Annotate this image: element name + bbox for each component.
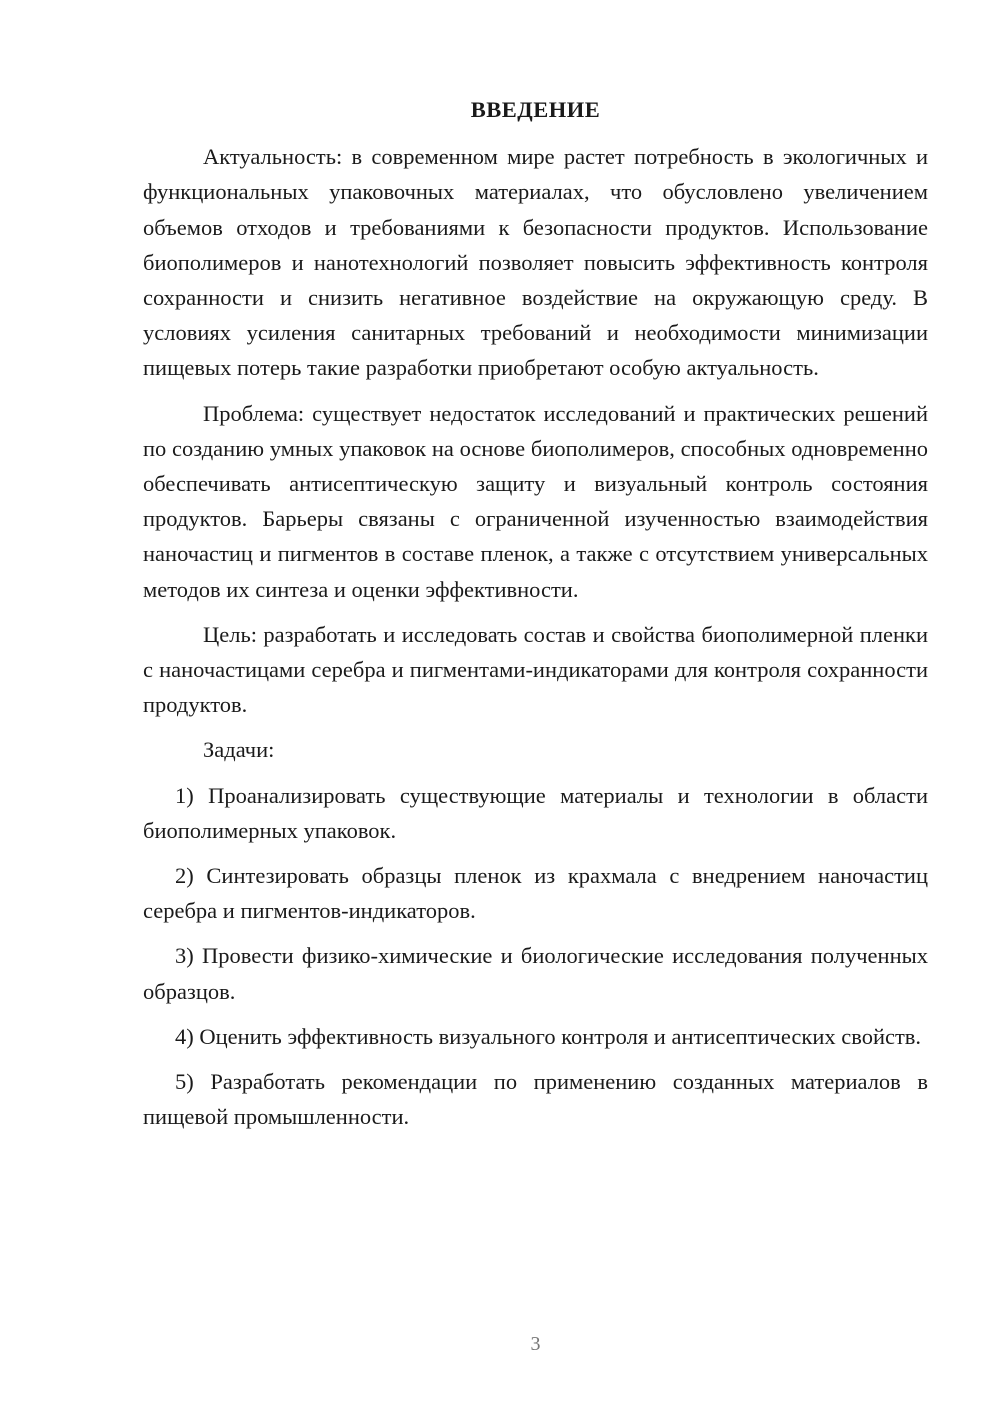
problem-paragraph: Проблема: существует недостаток исследований и практических решений по созданию умных упаковок на основе биополимеров, способных одновременно обеспечивать антисептическую защиту и визуальный контроль состояния продуктов. Барьеры связаны с ограниченной изученностью взаимодействия наночастиц и пигментов в составе пленок, а также с отсутствием универсальных методов их синтеза и оценки эффективности.	[143, 400, 928, 602]
task-item-5: 5) Разработать рекомендации по применению созданных материалов в пищевой промышленности.	[143, 1069, 928, 1130]
page-title: ВВЕДЕНИЕ	[470, 97, 601, 122]
task-item-1: 1) Проанализировать существующие материалы и технологии в области биополимерных упаковок.	[143, 782, 928, 843]
task-item-4: 4) Оценить эффективность визуального контроля и антисептических свойств.	[175, 1023, 922, 1049]
page-body	[143, 92, 928, 1134]
tasks-heading: Задачи:	[203, 737, 275, 763]
goal-paragraph: Цель: разработать и исследовать состав и свойства биополимерной пленки с наночастицами серебра и пигментами-индикаторами для контроля сохранности продуктов.	[143, 621, 928, 718]
task-item-3: 3) Провести физико-химические и биологические исследования полученных образцов.	[143, 943, 928, 1004]
tasks-list	[143, 778, 928, 1135]
page-number: 3	[530, 1333, 541, 1355]
relevance-paragraph: Актуальность: в современном мире растет потребность в экологичных и функциональных упаковочных материалах, что обусловлено увеличением объемов отходов и требованиями к безопасности продуктов. Использование биополимеров и нанотехнологий позволяет повысить эффективность контроля сохранности и снизить негативное воздействие на окружающую среду. В условиях усиления санитарных требований и необходимости минимизации пищевых потерь такие разработки приобретают особую актуальность.	[143, 144, 928, 381]
task-item-2: 2) Синтезировать образцы пленок из крахмала с внедрением наночастиц серебра и пигментов-индикаторов.	[143, 863, 928, 924]
